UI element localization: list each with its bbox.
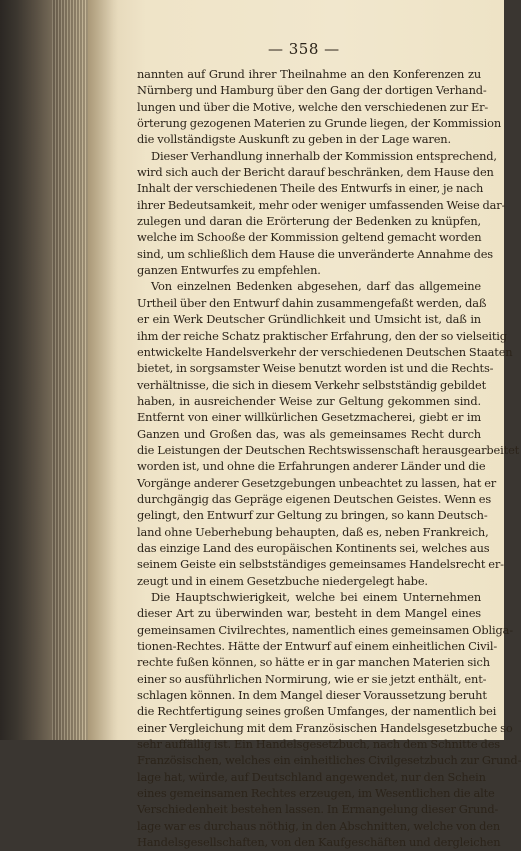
text-line: zulegen und daran die Erörterung der Bedenken zu knüpfen, <box>137 214 481 229</box>
text-line: Von einzelnen Bedenken abgesehen, darf das allgemeine <box>151 279 481 294</box>
text-line: nannten auf Grund ihrer Theilnahme an den Konferenzen zu <box>137 67 481 81</box>
text-line: zeugt und in einem Gesetzbuche niedergelegt habe. <box>137 573 428 588</box>
text-line: land ohne Ueberhebung behaupten, daß es, neben Frankreich, <box>137 524 489 539</box>
text-line: durchgängig das Gepräge eigenen Deutschen Geistes. Wenn es <box>137 491 492 506</box>
text-line: Verschiedenheit bestehen lassen. In Ermangelung dieser Grund- <box>137 802 499 817</box>
text-line: seinem Geiste ein selbstständiges gemeinsames Handelsrecht er- <box>137 557 504 572</box>
text-line: entwickelte Handelsverkehr der verschiedenen Deutschen Staaten <box>137 344 513 359</box>
text-line: Französischen, welches ein einheitliches Civilgesetzbuch zur Grund- <box>137 753 521 768</box>
text-line: einer so ausführlichen Normirung, wie er sie jetzt enthält, ent- <box>137 671 487 686</box>
text-line: verhältnisse, die sich in diesem Verkehr selbstständig gebildet <box>137 377 487 392</box>
text-line: dieser Art zu überwinden war, besteht in dem Mangel eines <box>137 606 481 621</box>
text-line: lage war es durchaus nöthig, in den Abschnitten, welche von den <box>137 818 501 833</box>
text-line: Entfernt von einer willkürlichen Gesetzmacherei, giebt er im <box>137 410 481 425</box>
text-line: ihm der reiche Schatz praktischer Erfahrung, den der so vielseitig <box>137 328 507 343</box>
text-line: Handelsgesellschaften, von den Kaufgeschäften und dergleichen <box>137 835 501 850</box>
text-line: sind, um schließlich dem Hause die unveränderte Annahme des <box>137 246 494 261</box>
text-line: Urtheil über den Entwurf dahin zusammengefaßt werden, daß <box>137 295 487 310</box>
text-line: tionen-Rechtes. Hätte der Entwurf auf einem einheitlichen Civil- <box>137 639 498 654</box>
text-line: örterung gezogenen Materien zu Grunde liegen, der Kommission <box>137 116 502 131</box>
text-line: haben, in ausreichender Weise zur Geltung gekommen sind. <box>137 393 481 408</box>
text-line: sehr auffällig ist. Ein Handelsgesetzbuch, nach dem Schnitte des <box>137 737 500 752</box>
text-line: Dieser Verhandlung innerhalb der Kommission entsprechend, <box>151 148 497 163</box>
text-line: ihrer Bedeutsamkeit, mehr oder weniger umfassenden Weise dar- <box>137 197 506 212</box>
text-line: er ein Werk Deutscher Gründlichkeit und Umsicht ist, daß in <box>137 312 481 327</box>
text-line: ganzen Entwurfes zu empfehlen. <box>137 263 321 278</box>
text-line: gelingt, den Entwurf zur Geltung zu bringen, so kann Deutsch- <box>137 508 488 523</box>
text-line: gemeinsamen Civilrechtes, namentlich eines gemeinsamen Obliga- <box>137 622 513 637</box>
text-line: die Leistungen der Deutschen Rechtswissenschaft herausgearbeitet <box>137 442 520 457</box>
text-line: die Rechtfertigung seines großen Umfanges, der namentlich bei <box>137 704 497 719</box>
text-line: wird sich auch der Bericht darauf beschränken, dem Hause den <box>137 165 494 180</box>
text-line: bietet, in sorgsamster Weise benutzt worden ist und die Rechts- <box>137 361 494 376</box>
text-line: eines gemeinsamen Rechtes erzeugen, im Wesentlichen die alte <box>137 786 495 801</box>
text-line: die vollständigste Auskunft zu geben in der Lage waren. <box>137 132 451 147</box>
text-line: schlagen können. In dem Mangel dieser Voraussetzung beruht <box>137 688 487 703</box>
text-line: Vorgänge anderer Gesetzgebungen unbeachtet zu lassen, hat er <box>137 475 497 490</box>
text-line: Nürnberg und Hamburg über den Gang der dortigen Verhand- <box>137 83 487 98</box>
text-line: welche im Schooße der Kommission geltend gemacht worden <box>137 230 482 245</box>
text-line: lungen und über die Motive, welche den verschiedenen zur Er- <box>137 99 489 114</box>
text-line: lage hat, würde, auf Deutschland angewendet, nur den Schein <box>137 769 486 784</box>
gutter-shadow <box>88 0 118 740</box>
text-line: das einzige Land des europäischen Kontinents sei, welches aus <box>137 540 490 555</box>
text-line: einer Vergleichung mit dem Französischen Handelsgesetzbuche so <box>137 720 513 735</box>
text-line: rechte fußen können, so hätte er in gar manchen Materien sich <box>137 655 490 670</box>
text-line: worden ist, und ohne die Erfahrungen anderer Länder und die <box>137 459 486 474</box>
body-text <box>137 66 521 851</box>
text-line: Die Hauptschwierigkeit, welche bei einem Unternehmen <box>151 590 481 604</box>
page-number: — 358 — <box>268 40 340 58</box>
text-line: Inhalt der verschiedenen Theile des Entwurfs in einer, je nach <box>137 181 484 196</box>
text-line: Ganzen und Großen das, was als gemeinsames Recht durch <box>137 426 481 441</box>
